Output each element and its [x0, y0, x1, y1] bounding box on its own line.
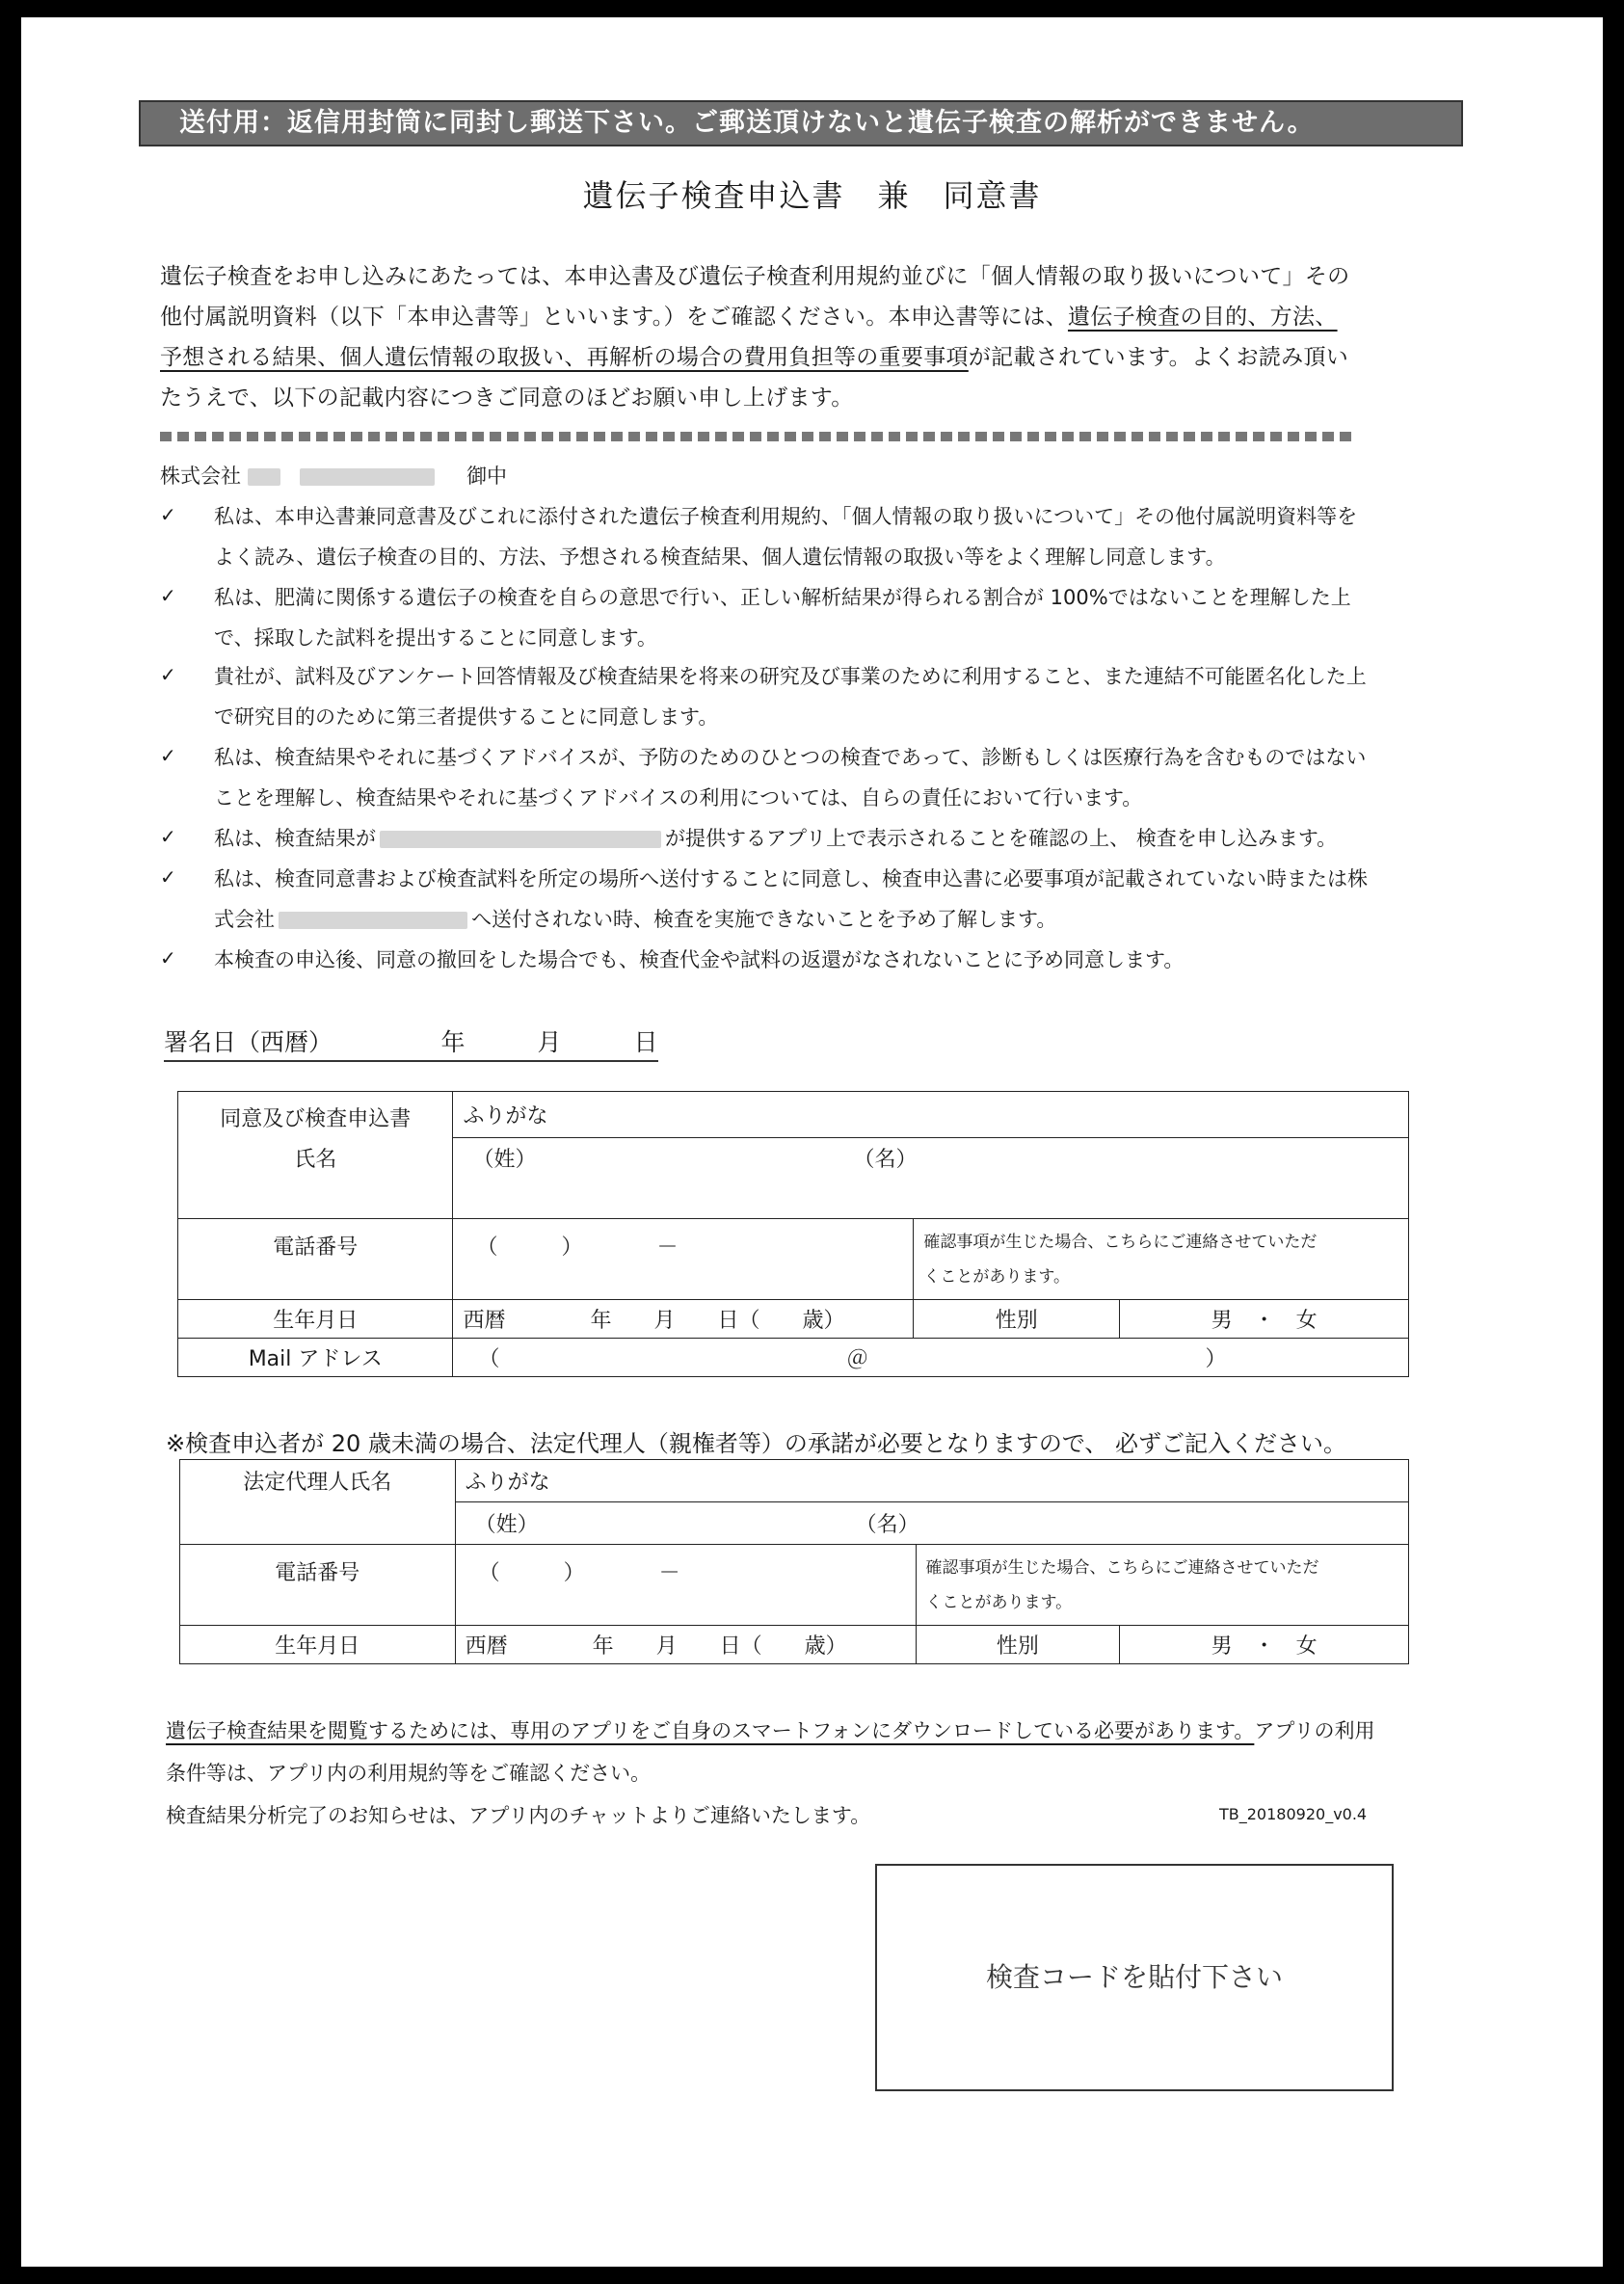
redacted-text — [300, 468, 435, 486]
applicant-table — [177, 1091, 1409, 1377]
applicant-birth-label: 生年月日 — [178, 1300, 453, 1339]
check-icon: ✓ — [160, 825, 176, 848]
guardian-contact-note: 確認事項が生じた場合、こちらにご連絡させていただ くことがあります。 — [916, 1545, 1409, 1626]
applicant-name-field[interactable]: （姓） （名） — [453, 1138, 1409, 1179]
guardian-gender-label: 性別 — [916, 1626, 1120, 1664]
check-icon: ✓ — [160, 663, 176, 686]
applicant-furigana-field[interactable]: ふりがな — [453, 1092, 1409, 1138]
redacted-text — [279, 912, 467, 929]
consent-item: 私は、検査結果やそれに基づくアドバイスが、予防のためのひとつの検査であって、診断もしくは医療行為を含むものではない — [214, 746, 1367, 769]
minor-guardian-note: ※検査申込者が 20 歳未満の場合、法定代理人（親権者等）の承諾が必要となりますので、 必ずご記入ください。 — [166, 1430, 1347, 1457]
redacted-text — [248, 468, 280, 486]
applicant-phone-label: 電話番号 — [178, 1219, 453, 1300]
applicant-mail-label: Mail アドレス — [178, 1339, 453, 1377]
consent-item: よく読み、遺伝子検査の目的、方法、予想される検査結果、個人遺伝情報の取扱い等をよく理解し同意します。 — [214, 545, 1226, 569]
consent-item: 私は、検査結果が が提供するアプリ上で表示されることを確認の上、 検査を申し込みます。 — [214, 827, 1338, 850]
chat-notice: 検査結果分析完了のお知らせは、アプリ内のチャットよりご連絡いたします。 — [166, 1804, 871, 1827]
applicant-phone-field[interactable]: （ ） － — [453, 1219, 914, 1300]
guardian-birth-field[interactable]: 西暦 年 月 日（ 歳） — [455, 1626, 916, 1664]
redacted-text — [380, 831, 661, 848]
signature-date-field[interactable]: 署名日（西暦） 年 月 日 — [164, 1023, 658, 1062]
applicant-gender-label: 性別 — [914, 1300, 1120, 1339]
document-title: 遺伝子検査申込書 兼 同意書 — [582, 177, 1042, 214]
consent-item: 私は、肥満に関係する遺伝子の検査を自らの意思で行い、正しい解析結果が得られる割合が 100%ではないことを理解した上 — [214, 586, 1351, 609]
intro-line: 予想される結果、個人遺伝情報の取扱い、再解析の場合の費用負担等の重要事項が記載されています。よくお読み頂い — [160, 345, 1349, 370]
consent-item: で研究目的のために第三者提供することに同意します。 — [214, 705, 719, 729]
guardian-phone-field[interactable]: （ ） － — [455, 1545, 916, 1626]
intro-line: たうえで、以下の記載内容につきご同意のほどお願い申し上げます。 — [160, 385, 854, 411]
applicant-name-space[interactable] — [453, 1179, 1409, 1219]
consent-item: で、採取した試料を提出することに同意します。 — [214, 626, 657, 650]
intro-line: 遺伝子検査をお申し込みにあたっては、本申込書及び遺伝子検査利用規約並びに「個人情報の取り扱いについて」その — [160, 264, 1350, 289]
app-notice: 遺伝子検査結果を閲覧するためには、専用のアプリをご自身のスマートフォンにダウンロードしている必要があります。アプリの利用 — [166, 1719, 1375, 1742]
consent-item: 本検査の申込後、同意の撤回をした場合でも、検査代金や試料の返還がなされないことに予め同意します。 — [214, 948, 1185, 971]
applicant-birth-field[interactable]: 西暦 年 月 日（ 歳） — [453, 1300, 914, 1339]
check-icon: ✓ — [160, 946, 176, 969]
check-icon: ✓ — [160, 744, 176, 767]
applicant-contact-note: 確認事項が生じた場合、こちらにご連絡させていただ くことがあります。 — [914, 1219, 1409, 1300]
guardian-birth-label: 生年月日 — [180, 1626, 456, 1664]
applicant-mail-field[interactable]: （ ＠ ） — [453, 1339, 1409, 1377]
intro-line: 他付属説明資料（以下「本申込書等」といいます。）をご確認ください。本申込書等には、遺伝子検査の目的、方法、 — [160, 305, 1338, 330]
guardian-gender-field[interactable]: 男 ・ 女 — [1120, 1626, 1409, 1664]
check-icon: ✓ — [160, 865, 176, 889]
test-code-sticker-area: 検査コードを貼付下さい — [875, 1864, 1394, 2091]
check-icon: ✓ — [160, 503, 176, 526]
guardian-table — [179, 1459, 1409, 1664]
guardian-name-field[interactable]: （姓） （名） — [455, 1502, 1408, 1545]
consent-item: ことを理解し、検査結果やそれに基づくアドバイスの利用については、自らの責任において行います。 — [214, 786, 1143, 810]
guardian-furigana-field[interactable]: ふりがな — [455, 1460, 1408, 1502]
applicant-name-label: 同意及び検査申込書 氏名 — [178, 1092, 453, 1219]
check-icon: ✓ — [160, 584, 176, 607]
mailing-banner: 送付用：返信用封筒に同封し郵送下さい。ご郵送頂けないと遺伝子検査の解析ができません。 — [139, 100, 1463, 146]
guardian-phone-label: 電話番号 — [180, 1545, 456, 1626]
guardian-name-label: 法定代理人氏名 — [180, 1460, 456, 1545]
version-code: TB_20180920_v0.4 — [1219, 1805, 1368, 1823]
dashed-divider — [160, 432, 1355, 441]
app-notice: 条件等は、アプリ内の利用規約等をご確認ください。 — [166, 1762, 652, 1785]
applicant-gender-field[interactable]: 男 ・ 女 — [1120, 1300, 1409, 1339]
consent-item: 式会社 へ送付されない時、検査を実施できないことを予め了解します。 — [214, 908, 1057, 931]
consent-item: 私は、本申込書兼同意書及びこれに添付された遺伝子検査利用規約、「個人情報の取り扱いについて」その他付属説明資料等を — [214, 505, 1358, 528]
addressee-line: 株式会社 御中 — [160, 465, 508, 488]
consent-item: 私は、検査同意書および検査試料を所定の場所へ送付することに同意し、検査申込書に必要事項が記載されていない時または株 — [214, 867, 1368, 890]
consent-item: 貴社が、試料及びアンケート回答情報及び検査結果を将来の研究及び事業のために利用すること、また連結不可能匿名化した上 — [214, 665, 1367, 688]
